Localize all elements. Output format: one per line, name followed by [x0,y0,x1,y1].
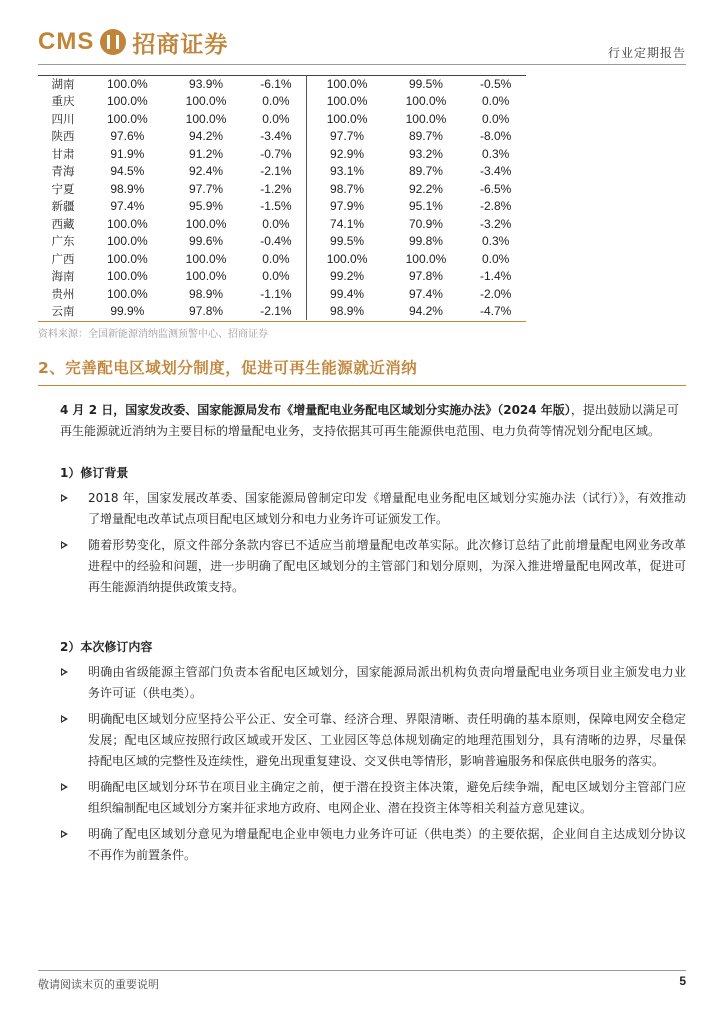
value-cell: -0.4% [260,234,292,249]
background-bullet-list [60,488,686,603]
value-cell: 92.9% [307,145,387,163]
value-cell: 100.0% [106,76,148,91]
value-cell: 99.5% [307,233,387,251]
table-row [38,268,526,286]
table-row [38,110,526,128]
value-cell: 95.9% [189,199,224,214]
value-cell: 97.4% [110,199,145,214]
value-cell: 94.2% [408,304,443,319]
value-cell: 100.0% [106,111,148,126]
revisions-bullet-list [60,662,686,871]
province-cell: 陕西 [51,129,75,144]
province-cell: 湖南 [51,76,75,91]
province-cell: 四川 [51,111,75,126]
value-cell: 100.0% [405,251,447,266]
table-row [38,93,526,111]
value-cell: 0.0% [262,269,290,284]
arrow-bullet-icon [60,824,72,845]
value-cell: 97.7% [307,128,387,146]
logo-chinese: 招商证券 [132,31,229,58]
value-cell: -1.1% [260,286,292,301]
value-cell: 97.8% [408,269,443,284]
table-row [38,180,526,198]
value-cell: 94.5% [110,164,145,179]
value-cell: 100.0% [106,269,148,284]
province-cell: 云南 [51,304,75,319]
table-row [38,163,526,181]
value-cell: -2.8% [479,199,512,214]
value-cell: 100.0% [106,216,148,231]
value-cell: 98.9% [307,303,387,321]
value-cell: -3.4% [479,164,512,179]
page-number: 5 [679,974,686,988]
value-cell: 0.3% [481,234,510,249]
value-cell: -1.2% [260,181,292,196]
value-cell: -4.7% [479,304,512,319]
list-item-text: 明确了配电区域划分意见为增量配电企业申领电力业务许可证（供电类）的主要依据，企业间自主达成划分协议不再作为前置条件。 [88,827,686,862]
value-cell: 0.0% [262,94,290,109]
value-cell: 100.0% [185,251,227,266]
province-cell: 西藏 [51,216,75,231]
value-cell: 99.2% [307,268,387,286]
value-cell: 92.4% [189,164,224,179]
table-row [38,145,526,163]
value-cell: 91.9% [110,146,145,161]
value-cell: -1.4% [479,269,512,284]
report-type: 行业定期报告 [607,46,686,60]
value-cell: 100.0% [106,94,148,109]
value-cell: 97.8% [189,304,224,319]
list-item-text: 明确配电区域划分应坚持公平公正、安全可靠、经济合理、界限清晰、责任明确的基本原则，保障电网安全稳定发展；配电区域应按照行政区域或开发区、工业园区等总体规划确定的地理范围划分，具有清晰的边界，尽量保持配电区域的完整性及连续性，避免出现重复建设、交叉供电等情形，影响普遍服务和保底供电服务的落实。 [88,712,686,768]
company-logo [38,24,228,60]
list-item-text: 明确配电区域划分环节在项目业主确定之前，便于潜在投资主体决策，避免后续争端，配电区域划分主管部门应组织编制配电区域划分方案并征求地方政府、电网企业、潜在投资主体等相关利益方意见建议。 [88,780,686,815]
list-item-text: 2018 年，国家发展改革委、国家能源局曾制定印发《增量配电业务配电区域划分实施办法（试行）》，有效推动了增量配电改革试点项目配电区域划分和电力业务许可证颁发工作。 [88,491,686,526]
value-cell: 0.0% [481,251,510,266]
value-cell: 89.7% [408,164,443,179]
value-cell: 74.1% [307,215,387,233]
logo-latin: CMS [38,28,95,55]
value-cell: 98.9% [110,181,145,196]
province-cell: 青海 [51,164,75,179]
table-row [38,198,526,216]
value-cell: 97.4% [408,286,443,301]
value-cell: 97.9% [307,198,387,216]
intro-paragraph [60,400,686,442]
value-cell: 70.9% [408,216,443,231]
value-cell: -2.0% [479,286,512,301]
footer-divider [38,970,686,971]
intro-bold-lead: 4 月 2 日，国家发改委、国家能源局发布《增量配电业务配电区域划分实施办法》（2024 年版） [60,403,571,417]
value-cell: -3.2% [479,216,512,231]
value-cell: 99.8% [408,234,443,249]
list-item [60,488,686,530]
province-cell: 广西 [51,251,75,266]
table-row [38,215,526,233]
table-row [38,233,526,251]
header-divider [38,64,686,65]
value-cell: -0.5% [479,76,512,91]
value-cell: 0.3% [481,146,510,161]
list-item [60,824,686,866]
value-cell: 100.0% [307,250,387,268]
list-item [60,535,686,598]
value-cell: 100.0% [185,269,227,284]
list-item-text: 明确由省级能源主管部门负责本省配电区域划分，国家能源局派出机构负责向增量配电业务项目业主颁发电力业务许可证（供电类）。 [88,665,686,700]
arrow-bullet-icon [60,535,72,556]
list-item [60,777,686,819]
value-cell: 95.1% [408,199,443,214]
arrow-bullet-icon [60,777,72,798]
value-cell: 100.0% [106,251,148,266]
value-cell: 0.0% [481,111,510,126]
value-cell: -6.1% [260,76,292,91]
table-row [38,285,526,303]
value-cell: -3.4% [260,129,292,144]
value-cell: 93.1% [307,163,387,181]
value-cell: 100.0% [307,75,387,93]
value-cell: 99.4% [307,285,387,303]
value-cell: 100.0% [307,93,387,111]
consumption-rate-table [38,75,526,320]
value-cell: 0.0% [481,94,510,109]
value-cell: 98.9% [189,286,224,301]
value-cell: 93.2% [408,146,443,161]
value-cell: 98.7% [307,180,387,198]
value-cell: 97.7% [189,181,224,196]
value-cell: 100.0% [405,111,447,126]
province-cell: 甘肃 [51,146,75,161]
value-cell: 100.0% [185,94,227,109]
value-cell: -0.7% [260,146,292,161]
value-cell: 91.2% [189,146,224,161]
arrow-bullet-icon [60,662,72,683]
subheading-background: 1）修订背景 [60,466,129,480]
value-cell: 99.5% [408,76,443,91]
value-cell: 99.9% [110,304,145,319]
page-header [0,0,724,66]
table-bottom-rule [38,321,526,322]
province-cell: 海南 [51,269,75,284]
value-cell: 100.0% [185,216,227,231]
footer-disclaimer: 敬请阅读末页的重要说明 [38,978,159,991]
logo-emblem-icon [100,29,126,55]
value-cell: -8.0% [479,129,512,144]
list-item [60,662,686,704]
value-cell: 92.2% [408,181,443,196]
value-cell: 0.0% [262,251,290,266]
table-row [38,303,526,321]
province-cell: 新疆 [51,199,75,214]
value-cell: 100.0% [185,111,227,126]
intro-body: ，提出鼓励以满足可再生能源就近消纳为主要目标的增量配电业务，支持依据其可再生能源供电范围、电力负荷等情况划分配电区域。 [60,403,679,438]
province-cell: 重庆 [51,94,75,109]
value-cell: 100.0% [307,110,387,128]
list-item-text: 随着形势变化，原文件部分条款内容已不适应当前增量配电改革实际。此次修订总结了此前增量配电网业务改革进程中的经验和问题，进一步明确了配电区域划分的主管部门和划分原则，为深入推进增量配电网改革，促进可再生能源消纳提供政策支持。 [88,538,686,594]
value-cell: 0.0% [262,216,290,231]
arrow-bullet-icon [60,488,72,509]
value-cell: -1.5% [260,199,292,214]
subheading-revisions: 2）本次修订内容 [60,640,153,654]
arrow-bullet-icon [60,709,72,730]
value-cell: -6.5% [479,181,512,196]
province-cell: 宁夏 [51,181,75,196]
value-cell: -2.1% [260,304,292,319]
value-cell: -2.1% [260,164,292,179]
table-source: 资料来源：全国新能源消纳监测预警中心、招商证券 [38,329,268,340]
section-heading: 2、完善配电区域划分制度，促进可再生能源就近消纳 [38,359,418,377]
list-item [60,709,686,772]
section-divider [38,385,686,386]
table-row [38,250,526,268]
value-cell: 99.6% [189,234,224,249]
value-cell: 89.7% [408,129,443,144]
value-cell: 94.2% [189,129,224,144]
value-cell: 97.6% [110,129,145,144]
table-row [38,128,526,146]
value-cell: 100.0% [106,234,148,249]
table-row [38,75,526,93]
value-cell: 93.9% [189,76,224,91]
province-cell: 贵州 [51,286,75,301]
value-cell: 100.0% [106,286,148,301]
value-cell: 0.0% [262,111,290,126]
value-cell: 100.0% [405,94,447,109]
province-cell: 广东 [51,234,75,249]
